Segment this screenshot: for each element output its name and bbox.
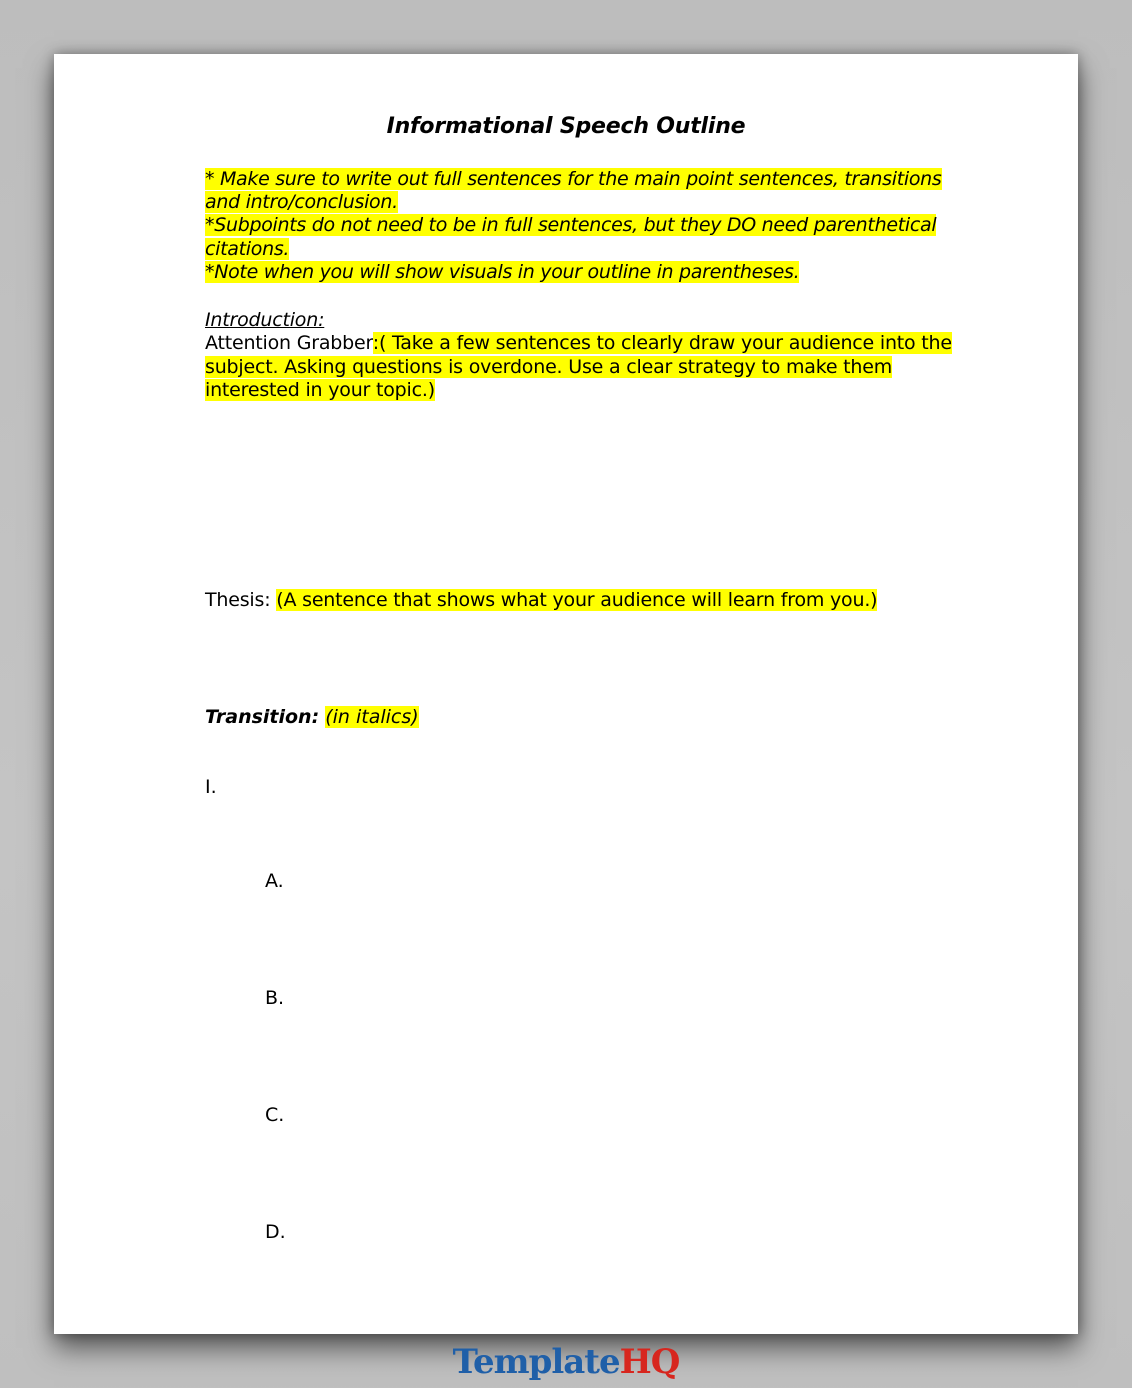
main-point-numeral: I. (205, 776, 217, 798)
introduction-heading: Introduction: (205, 309, 325, 331)
thesis-text: (A sentence that shows what your audience will learn from you.) (276, 589, 878, 611)
document-page (54, 54, 1078, 1334)
note-line (205, 214, 942, 237)
subpoint-label: D. (265, 1221, 286, 1243)
instruction-notes (205, 168, 942, 284)
note-line-text: *Note when you will show visuals in your outline in parentheses. (205, 260, 800, 283)
subpoint-label: C. (265, 1104, 285, 1126)
note-line-text: citations. (205, 237, 290, 260)
transition-line (205, 706, 419, 728)
note-line-text: * Make sure to write out full sentences for the main point sentences, transitions (205, 168, 942, 190)
note-line (205, 168, 942, 191)
attention-grabber-text: :( Take a few sentences to clearly draw your audience into the (372, 332, 952, 355)
note-line (205, 261, 942, 284)
note-line-text: *Subpoints do not need to be in full sentences, but they DO need parenthetical (205, 214, 937, 237)
subpoint-label: A. (265, 870, 284, 892)
note-line-text: and intro/conclusion. (205, 191, 398, 214)
attention-grabber-label: Attention Grabber (205, 332, 373, 355)
note-line (205, 238, 942, 261)
introduction-section (205, 309, 952, 403)
logo-text-template: Template (452, 1342, 620, 1382)
transition-text: (in italics) (325, 706, 419, 728)
transition-label: Transition: (205, 706, 320, 728)
document-title: Informational Speech Outline (386, 114, 746, 139)
attention-grabber-text: interested in your topic.) (205, 379, 435, 402)
templatehq-logo (0, 1340, 1132, 1384)
logo-text-hq: HQ (619, 1342, 680, 1382)
attention-grabber-text: subject. Asking questions is overdone. Use a clear strategy to make them (205, 355, 893, 378)
thesis-label: Thesis: (205, 589, 277, 611)
subpoint-label: B. (265, 987, 285, 1009)
note-line (205, 191, 942, 214)
thesis-line (205, 589, 877, 612)
